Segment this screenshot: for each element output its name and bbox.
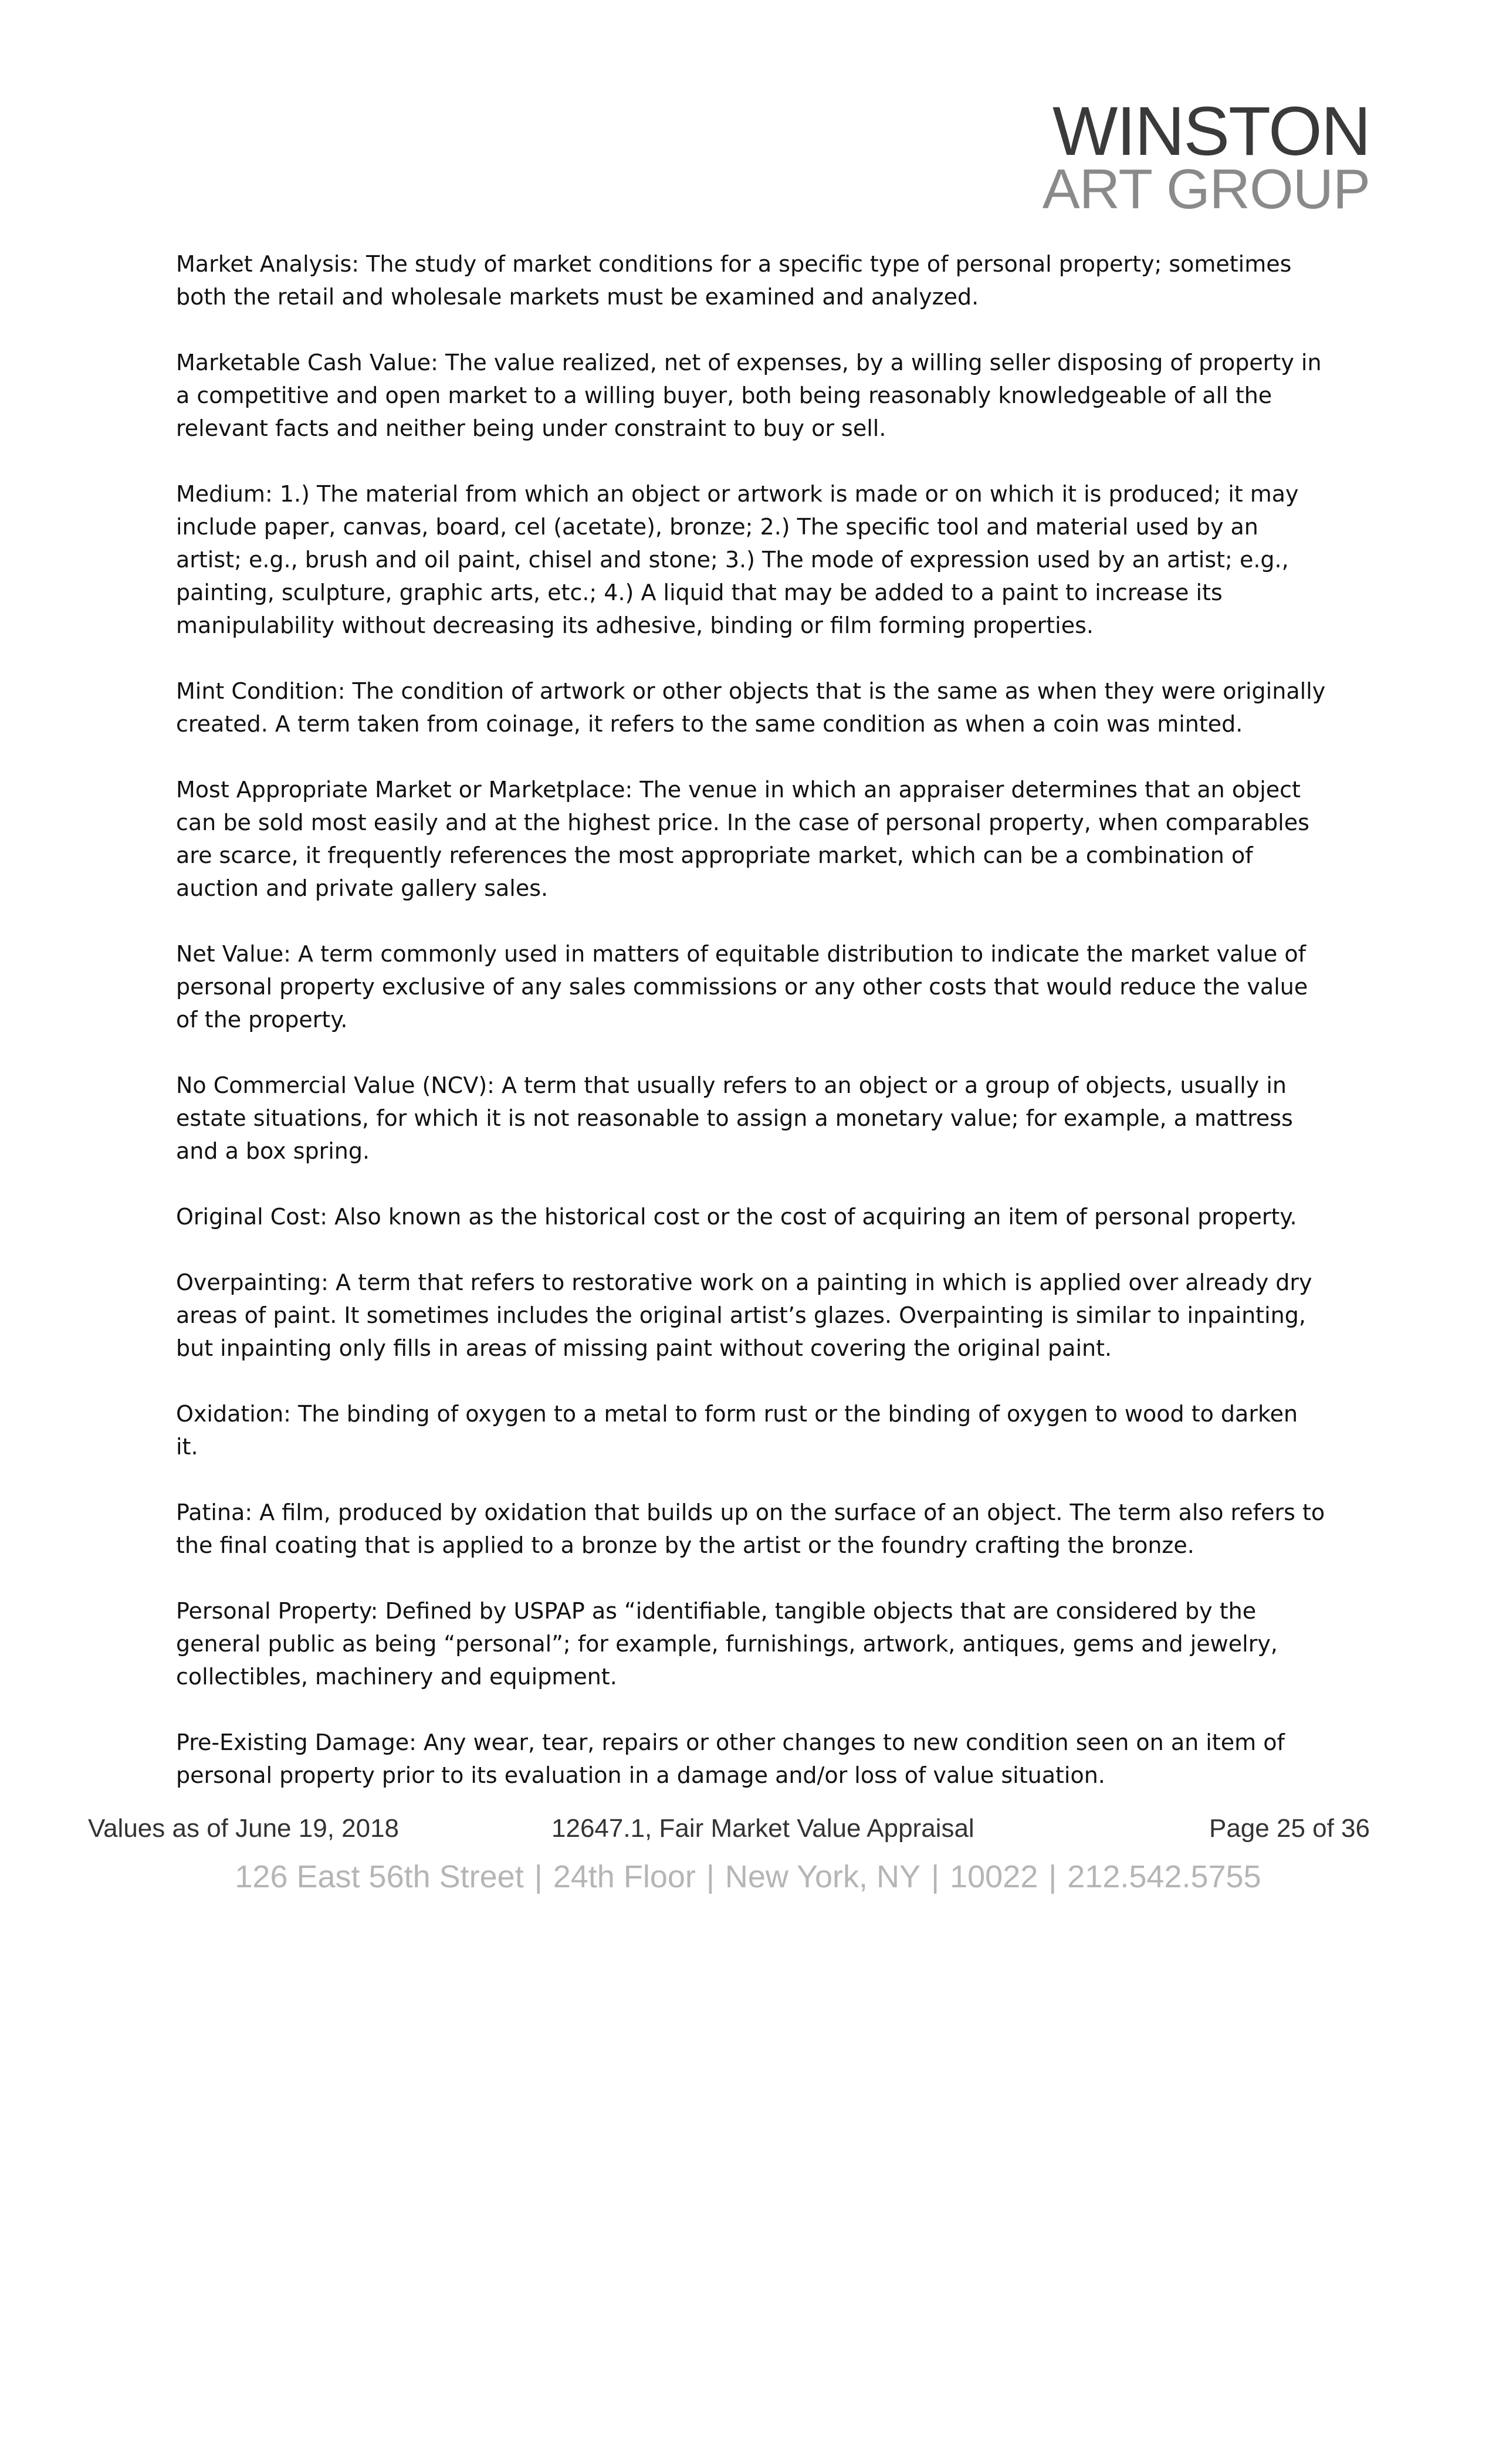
- glossary-entry-oxidation: Oxidation: The binding of oxygen to a metal to form rust or the binding of oxygen to wood to darken it.: [176, 1401, 1298, 1460]
- page-footer: [88, 1814, 1370, 1849]
- footer-report-id: 12647.1, Fair Market Value Appraisal: [551, 1814, 974, 1843]
- address-phone: 212.542.5755: [1067, 1859, 1261, 1894]
- footer-page-number: Page 25 of 36: [1209, 1814, 1370, 1843]
- address-zip: 10022: [950, 1859, 1038, 1894]
- glossary-entry-most-appropriate-market: Most Appropriate Market or Marketplace: The venue in which an appraiser determines that an object can be sold most easily and at the highest price. In the case of personal property, when comparables are scarce, it frequently references the most appropriate market, which can be a combination of auction and private gallery sales.: [176, 777, 1309, 901]
- address-street: 126 East 56th Street: [235, 1859, 524, 1894]
- glossary-entry-no-commercial-value: No Commercial Value (NCV): A term that usually refers to an object or a group of objects, usually in estate situations, for which it is not reasonable to assign a monetary value; for example, a mattress and a box spring.: [176, 1072, 1293, 1164]
- logo-line-winston: WINSTON: [1052, 93, 1370, 170]
- glossary-entry-personal-property: Personal Property: Defined by USPAP as “identifiable, tangible objects that are considered by the general public as being “personal”; for example, furnishings, artwork, antiques, gems and jewelry, collectibles, machinery and equipment.: [176, 1598, 1278, 1690]
- glossary-entry-mint-condition: Mint Condition: The condition of artwork or other objects that is the same as when they were originally created. A term taken from coinage, it refers to the same condition as when a coin was minted.: [176, 678, 1326, 737]
- address-city: New York, NY: [725, 1859, 921, 1894]
- glossary-section: [176, 248, 1326, 1825]
- address-separator: |: [1048, 1859, 1057, 1894]
- footer-address: [0, 1859, 1496, 1895]
- glossary-entry-original-cost: Original Cost: Also known as the historical cost or the cost of acquiring an item of personal property.: [176, 1204, 1297, 1230]
- glossary-entry-medium: Medium: 1.) The material from which an object or artwork is made or on which it is produced; it may include paper, canvas, board, cel (acetate), bronze; 2.) The specific tool and material used by an artist; e.g., brush and oil paint, chisel and stone; 3.) The mode of expression used by an artist; e.g., painting, sculpture, graphic arts, etc.; 4.) A liquid that may be added to a paint to increase its manipulability without decreasing its adhesive, binding or film forming properties.: [176, 481, 1299, 638]
- glossary-entry-pre-existing-damage: Pre-Existing Damage: Any wear, tear, repairs or other changes to new condition seen on an item of personal property prior to its evaluation in a damage and/or loss of value situation.: [176, 1729, 1285, 1788]
- glossary-entry-marketable-cash-value: Marketable Cash Value: The value realized, net of expenses, by a willing seller disposing of property in a competitive and open market to a willing buyer, both being reasonably knowledgeable of all the relevant facts and neither being under constraint to buy or sell.: [176, 350, 1322, 441]
- company-logo: [1042, 93, 1370, 221]
- address-separator: |: [931, 1859, 940, 1894]
- glossary-entry-patina: Patina: A film, produced by oxidation that builds up on the surface of an object. The term also refers to the final coating that is applied to a bronze by the artist or the foundry crafting the bronze.: [176, 1500, 1325, 1558]
- address-floor: 24th Floor: [553, 1859, 696, 1894]
- address-separator: |: [534, 1859, 543, 1894]
- logo-line-art-group: ART GROUP: [1042, 157, 1370, 221]
- address-separator: |: [706, 1859, 715, 1894]
- glossary-entry-overpainting: Overpainting: A term that refers to restorative work on a painting in which is applied over already dry areas of paint. It sometimes includes the original artist’s glazes. Overpainting is similar to inpainting, but inpainting only fills in areas of missing paint without covering the original paint.: [176, 1270, 1312, 1361]
- footer-values-date: Values as of June 19, 2018: [88, 1814, 400, 1843]
- glossary-entry-net-value: Net Value: A term commonly used in matters of equitable distribution to indicate the market value of personal property exclusive of any sales commissions or any other costs that would reduce the value of the property.: [176, 941, 1308, 1033]
- glossary-entry-market-analysis: Market Analysis: The study of market conditions for a specific type of personal property; sometimes both the retail and wholesale markets must be examined and analyzed.: [176, 251, 1292, 310]
